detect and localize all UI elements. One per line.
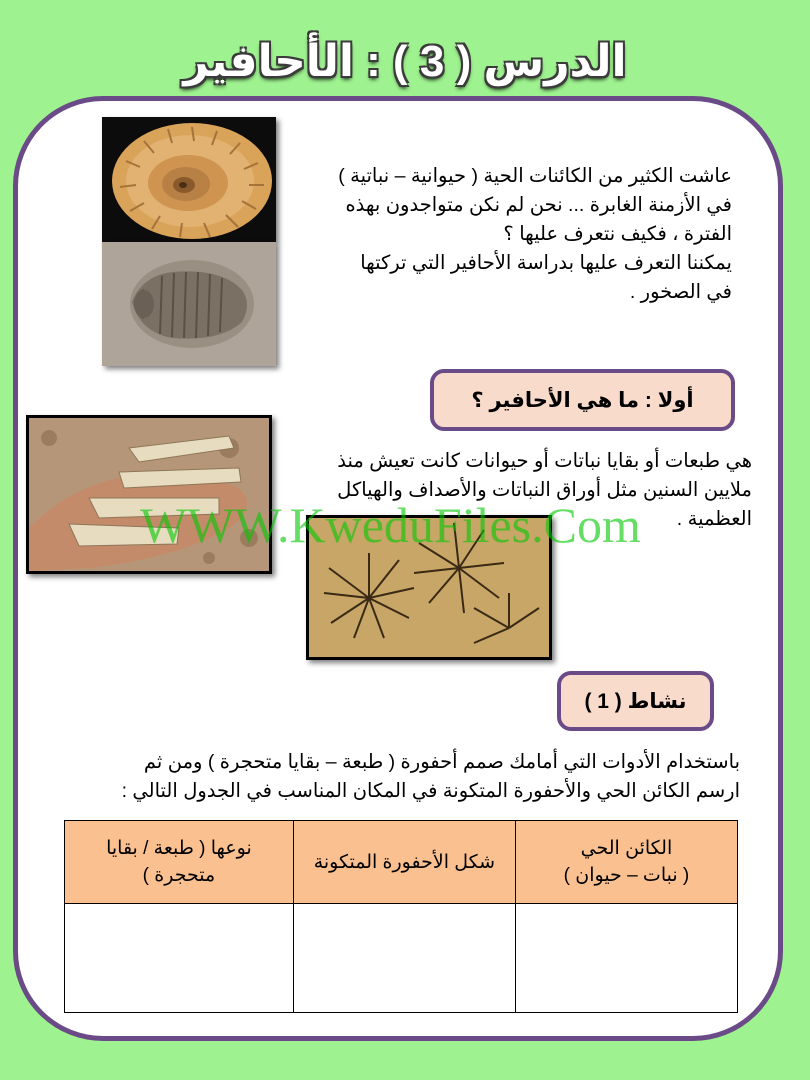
table-cell-fossil-type[interactable] <box>65 904 294 1013</box>
definition-line: هي طبعات أو بقايا نباتات أو حيوانات كانت تعيش منذ <box>337 450 752 472</box>
header-text: الكائن الحي <box>580 838 673 859</box>
table-cell-fossil-drawing[interactable] <box>293 904 515 1013</box>
header-text: متحجرة ) <box>142 865 216 886</box>
section-heading-what-are-fossils <box>430 369 735 431</box>
section-heading-label: أولا : ما هي الأحافير ؟ <box>471 388 694 412</box>
header-text: شكل الأحفورة المتكونة <box>313 851 496 873</box>
intro-line: في الأزمنة الغابرة ... نحن لم نكن متواجدون بهذه <box>345 194 732 216</box>
ammonite-fossil-image <box>102 117 276 242</box>
intro-paragraph <box>290 162 732 307</box>
intro-line: يمكننا التعرف عليها بدراسة الأحافير التي تركتها <box>360 252 732 274</box>
intro-line: عاشت الكثير من الكائنات الحية ( حيوانية – نباتية ) <box>338 165 732 187</box>
table-header-cell-fossil-type <box>65 821 294 904</box>
activity-table <box>64 820 738 1013</box>
instruction-line: ارسم الكائن الحي والأحفورة المتكونة في المكان المناسب في الجدول التالي : <box>121 780 740 802</box>
table-header-row <box>65 821 738 904</box>
table-header-cell-fossil-shape <box>293 821 515 904</box>
activity-heading-label: نشاط ( 1 ) <box>584 689 687 713</box>
definition-line: ملايين السنين مثل أوراق النباتات والأصداف والهياكل <box>337 479 752 501</box>
page-title: الدرس ( 3 ) : الأحافير <box>183 37 627 86</box>
table-cell-organism-drawing[interactable] <box>515 904 737 1013</box>
table-header-cell-organism <box>515 821 737 904</box>
watermark-text: WWW.KweduFiles.Com <box>140 497 641 553</box>
intro-line: الفترة ، فكيف نتعرف عليها ؟ <box>503 223 732 245</box>
instruction-line: باستخدام الأدوات التي أمامك صمم أحفورة ( طبعة – بقايا متحجرة ) ومن ثم <box>143 751 740 773</box>
intro-line: في الصخور . <box>629 281 732 303</box>
definition-line: العظمية . <box>676 508 752 530</box>
header-text: نوعها ( طبعة / بقايا <box>106 838 252 859</box>
activity-heading <box>557 671 714 731</box>
trilobite-fossil-image <box>102 242 276 366</box>
header-text: ( نبات – حيوان ) <box>563 865 690 886</box>
table-row <box>65 904 738 1013</box>
activity-instructions <box>62 748 740 806</box>
